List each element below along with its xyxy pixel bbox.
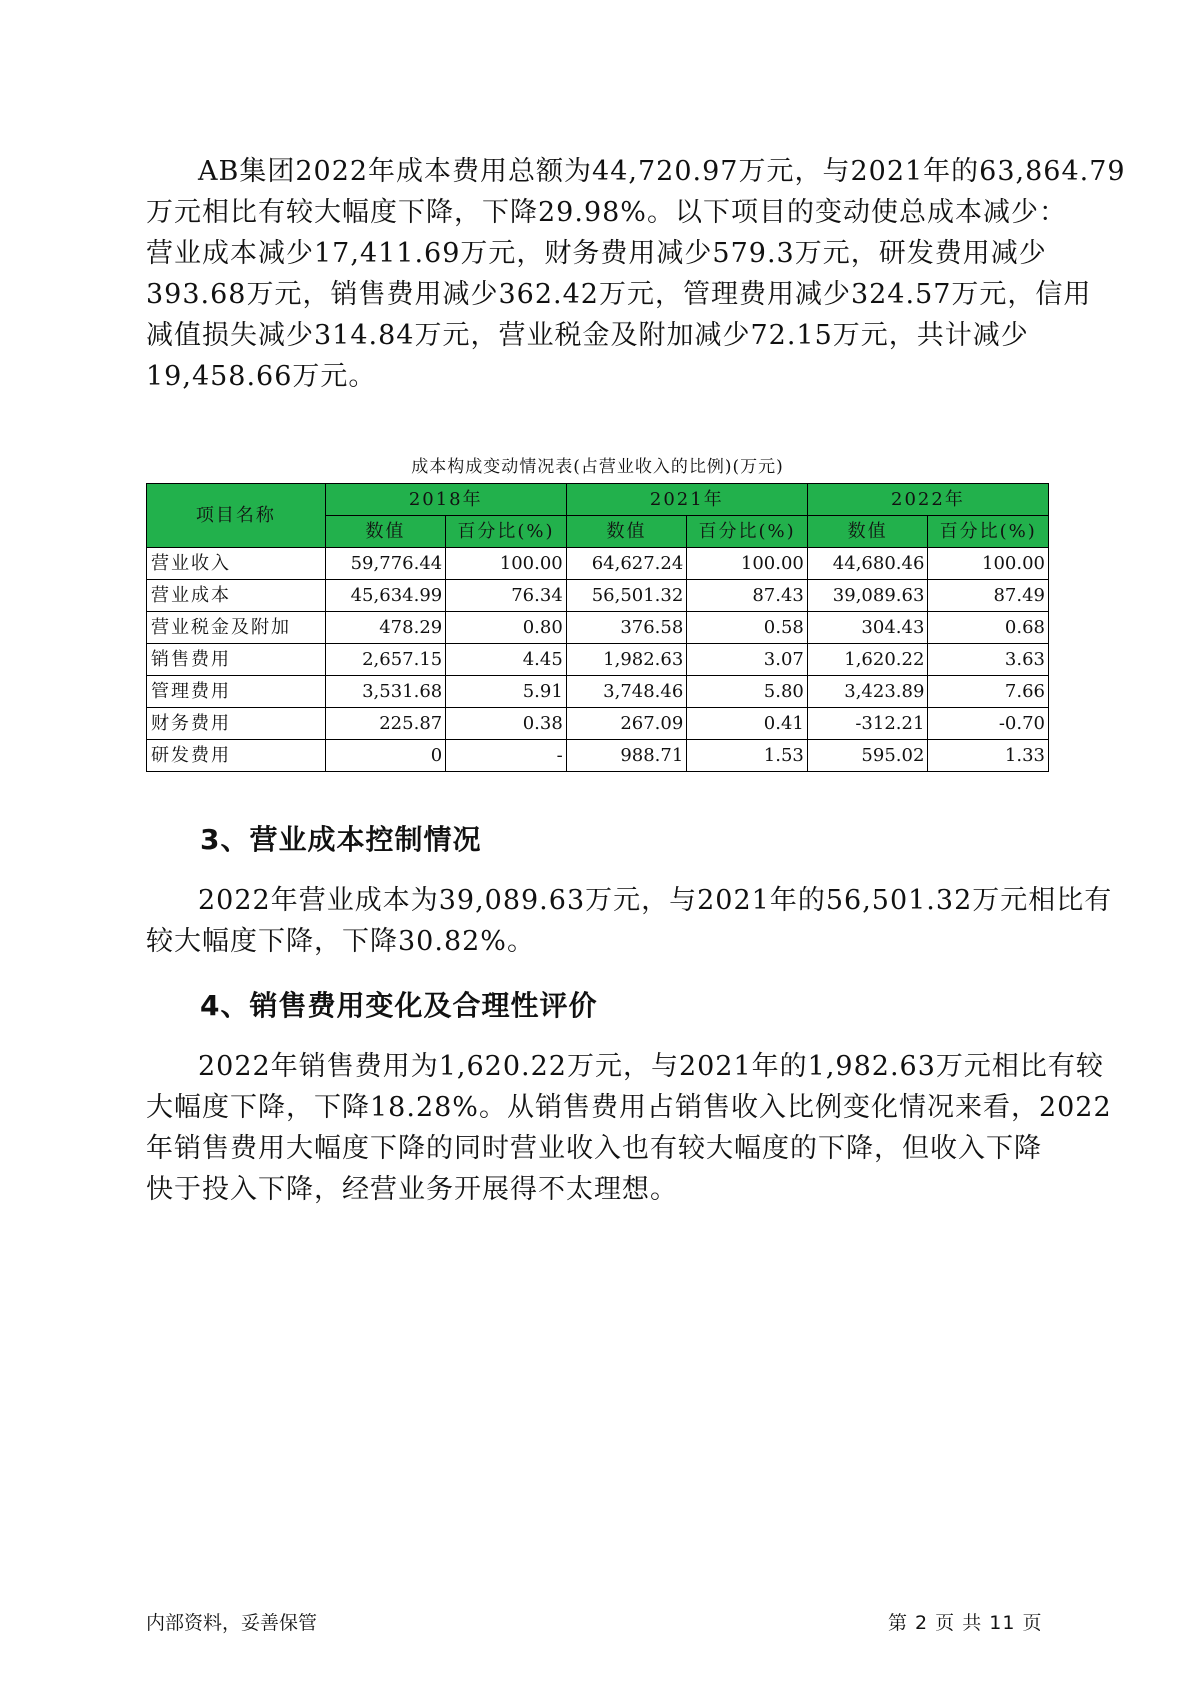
table-cell: 44,680.46 — [807, 548, 928, 580]
table-cell: 87.43 — [687, 580, 808, 612]
table-cell: 7.66 — [928, 676, 1049, 708]
value-header: 数值 — [807, 516, 928, 548]
table-cell: -0.70 — [928, 708, 1049, 740]
table-cell: 3.07 — [687, 644, 808, 676]
table-cell: 595.02 — [807, 740, 928, 772]
text-line: 快于投入下降，经营业务开展得不太理想。 — [146, 1174, 678, 1205]
text-line: 营业成本减少17,411.69万元，财务费用减少579.3万元，研发费用减少 — [146, 238, 1047, 269]
row-label: 营业成本 — [147, 580, 326, 612]
table-cell: 2,657.15 — [325, 644, 446, 676]
table-cell: -312.21 — [807, 708, 928, 740]
table-cell: 100.00 — [928, 548, 1049, 580]
text-line: 2022年营业成本为39,089.63万元，与2021年的56,501.32万元相比有 — [198, 885, 1113, 916]
text-line: 较大幅度下降，下降30.82%。 — [146, 926, 535, 957]
table-cell: 0 — [325, 740, 446, 772]
table-cell: 64,627.24 — [566, 548, 687, 580]
table-cell: 0.80 — [446, 612, 567, 644]
table-cell: 45,634.99 — [325, 580, 446, 612]
page-number: 第 2 页 共 11 页 — [888, 1612, 1043, 1634]
text-line: 万元相比有较大幅度下降，下降29.98%。以下项目的变动使总成本减少： — [146, 197, 1067, 228]
footer-confidential-note: 内部资料，妥善保管 — [146, 1612, 318, 1634]
table-cell: 100.00 — [446, 548, 567, 580]
table-row — [147, 612, 1049, 644]
table-cell: 0.58 — [687, 612, 808, 644]
table-header-row — [147, 484, 1049, 516]
percent-header: 百分比(%) — [687, 516, 808, 548]
table-cell: 5.80 — [687, 676, 808, 708]
table-cell: 478.29 — [325, 612, 446, 644]
table-row — [147, 580, 1049, 612]
table-cell: 1,620.22 — [807, 644, 928, 676]
table-cell: 1.33 — [928, 740, 1049, 772]
table-row — [147, 740, 1049, 772]
table-cell: 56,501.32 — [566, 580, 687, 612]
text-line: 19,458.66万元。 — [146, 361, 377, 392]
table-row — [147, 548, 1049, 580]
row-label: 财务费用 — [147, 708, 326, 740]
row-label: 研发费用 — [147, 740, 326, 772]
table-cell: 3,531.68 — [325, 676, 446, 708]
table-row — [147, 676, 1049, 708]
table-cell: 988.71 — [566, 740, 687, 772]
table-cell: 76.34 — [446, 580, 567, 612]
table-cell: 5.91 — [446, 676, 567, 708]
table-cell: 1,982.63 — [566, 644, 687, 676]
table-caption: 成本构成变动情况表(占营业收入的比例)(万元) — [411, 457, 784, 477]
item-name-header: 项目名称 — [147, 484, 326, 548]
section3-paragraph — [146, 880, 1113, 962]
table-cell: 0.41 — [687, 708, 808, 740]
table-cell: 100.00 — [687, 548, 808, 580]
table-row — [147, 708, 1049, 740]
percent-header: 百分比(%) — [928, 516, 1049, 548]
table-cell: 0.38 — [446, 708, 567, 740]
value-header: 数值 — [325, 516, 446, 548]
text-line: 2022年销售费用为1,620.22万元，与2021年的1,982.63万元相比有较 — [198, 1051, 1104, 1082]
table-cell: 267.09 — [566, 708, 687, 740]
row-label: 管理费用 — [147, 676, 326, 708]
section4-paragraph — [146, 1046, 1112, 1210]
text-line: AB集团2022年成本费用总额为44,720.97万元，与2021年的63,864.79 — [198, 156, 1126, 187]
table-cell: 59,776.44 — [325, 548, 446, 580]
table-row — [147, 644, 1049, 676]
year-header: 2022年 — [807, 484, 1048, 516]
text-line: 大幅度下降，下降18.28%。从销售费用占销售收入比例变化情况来看，2022 — [146, 1092, 1112, 1123]
text-line: 393.68万元，销售费用减少362.42万元，管理费用减少324.57万元，信用 — [146, 279, 1092, 310]
text-line: 年销售费用大幅度下降的同时营业收入也有较大幅度的下降，但收入下降 — [146, 1133, 1042, 1164]
table-cell: 225.87 — [325, 708, 446, 740]
section-heading: 4、销售费用变化及合理性评价 — [200, 989, 598, 1022]
section-heading: 3、营业成本控制情况 — [200, 823, 482, 856]
table-cell: 3,423.89 — [807, 676, 928, 708]
table-cell: 39,089.63 — [807, 580, 928, 612]
table-cell: 304.43 — [807, 612, 928, 644]
table-cell: 3,748.46 — [566, 676, 687, 708]
table-cell: 1.53 — [687, 740, 808, 772]
year-header: 2021年 — [566, 484, 807, 516]
row-label: 销售费用 — [147, 644, 326, 676]
intro-paragraph — [146, 151, 1126, 397]
table-cell: 87.49 — [928, 580, 1049, 612]
table-cell: 3.63 — [928, 644, 1049, 676]
table-cell: 4.45 — [446, 644, 567, 676]
table-cell: 376.58 — [566, 612, 687, 644]
year-header: 2018年 — [325, 484, 566, 516]
cost-structure-table — [146, 483, 1049, 772]
percent-header: 百分比(%) — [446, 516, 567, 548]
table-cell: 0.68 — [928, 612, 1049, 644]
table-cell: - — [446, 740, 567, 772]
row-label: 营业税金及附加 — [147, 612, 326, 644]
value-header: 数值 — [566, 516, 687, 548]
row-label: 营业收入 — [147, 548, 326, 580]
text-line: 减值损失减少314.84万元，营业税金及附加减少72.15万元，共计减少 — [146, 320, 1029, 351]
